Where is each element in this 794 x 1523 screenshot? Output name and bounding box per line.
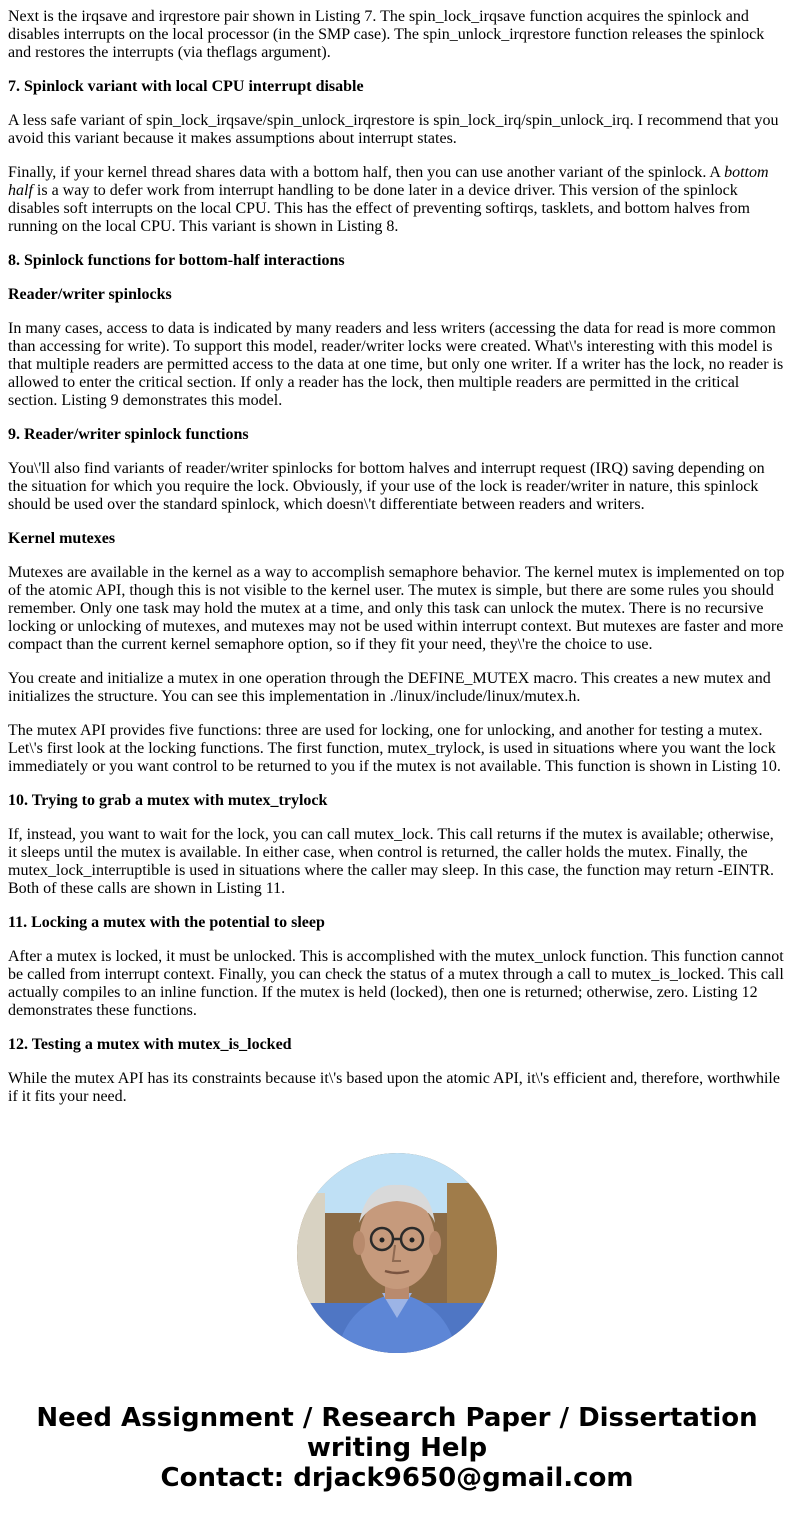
listing-heading: 7. Spinlock variant with local CPU interrupt disable — [8, 78, 364, 95]
paragraph: A less safe variant of spin_lock_irqsave/spin_unlock_irqrestore is spin_lock_irq/spin_unlock_irq. I recommend that you avoid this variant because it makes assumptions about interrupt states. — [8, 112, 779, 147]
author-portrait — [297, 1153, 497, 1353]
section-heading: Reader/writer spinlocks — [8, 286, 172, 303]
listing-heading: 8. Spinlock functions for bottom-half interactions — [8, 252, 345, 269]
paragraph: In many cases, access to data is indicated by many readers and less writers (accessing the data for read is more common than accessing for write). To support this model, reader/writer locks were created. What\'s interesting with this model is that multiple readers are permitted access to the data at one time, but only one writer. If a writer has the lock, no reader is allowed to enter the critical section. If only a reader has the lock, then multiple readers are permitted in the critical section. Listing 9 demonstrates this model. — [8, 320, 784, 409]
paragraph: After a mutex is locked, it must be unlocked. This is accomplished with the mutex_unlock function. This function cannot be called from interrupt context. Finally, you can check the status of a mutex through a call to mutex_is_locked. This call actually compiles to an inline function. If the mutex is held (locked), then one is returned; otherwise, zero. Listing 12 demonstrates these functions. — [8, 948, 784, 1019]
promo-banner — [0, 1403, 794, 1493]
listing-heading: 12. Testing a mutex with mutex_is_locked — [8, 1036, 292, 1053]
paragraph: You\'ll also find variants of reader/writer spinlocks for bottom halves and interrupt request (IRQ) saving depending on the situation for which you require the lock. Obviously, if your use of the lock is reader/writer in nature, this spinlock should be used over the standard spinlock, which doesn\'t differentiate between readers and writers. — [8, 460, 765, 513]
paragraph — [8, 164, 786, 236]
paragraph: If, instead, you want to wait for the lock, you can call mutex_lock. This call returns if the mutex is available; otherwise, it sleeps until the mutex is available. In either case, when control is returned, the caller holds the mutex. Finally, the mutex_lock_interruptible is used in situations where the caller may sleep. In this case, the function may return -EINTR. Both of these calls are shown in Listing 11. — [8, 826, 775, 897]
paragraph-text: is a way to defer work from interrupt handling to be done later in a device driver. This version of the spinlock disables soft interrupts on the local CPU. This has the effect of preventing softirqs, tasklets, and bottom halves from running on the local CPU. This variant is shown in Listing 8. — [8, 182, 750, 235]
paragraph: You create and initialize a mutex in one operation through the DEFINE_MUTEX macro. This creates a new mutex and initializes the structure. You can see this implementation in ./linux/include/linux/mutex.h. — [8, 670, 771, 705]
promo-subline: writing Help — [306, 1433, 488, 1463]
emphasis-term: bottom half — [8, 164, 769, 199]
promo-contact: Contact: drjack9650@gmail.com — [160, 1463, 634, 1493]
paragraph: The mutex API provides five functions: three are used for locking, one for unlocking, and another for testing a mutex. Let\'s first look at the locking functions. The first function, mutex_trylock, is used in situations where you want the lock immediately or you want control to be returned to you if the mutex is not available. This function is shown in Listing 10. — [8, 722, 781, 775]
listing-heading: 9. Reader/writer spinlock functions — [8, 426, 249, 443]
paragraph: Next is the irqsave and irqrestore pair shown in Listing 7. The spin_lock_irqsave function acquires the spinlock and disables interrupts on the local processor (in the SMP case). The spin_unlock_irqrestore function releases the spinlock and restores the interrupts (via theflags argument). — [8, 8, 765, 61]
listing-heading: 10. Trying to grab a mutex with mutex_trylock — [8, 792, 328, 809]
section-heading: Kernel mutexes — [8, 530, 116, 547]
paragraph: Mutexes are available in the kernel as a way to accomplish semaphore behavior. The kernel mutex is implemented on top of the atomic API, though this is not visible to the kernel user. The mutex is simple, but there are some rules you should remember. Only one task may hold the mutex at a time, and only this task can unlock the mutex. There is no recursive locking or unlocking of mutexes, and mutexes may not be used within interrupt context. But mutexes are faster and more compact than the current kernel semaphore option, so if they fit your need, they\'re the choice to use. — [8, 564, 785, 653]
paragraph-text: Finally, if your kernel thread shares data with a bottom half, then you can use another variant of the spinlock. A — [8, 164, 725, 181]
article-body — [8, 8, 786, 1122]
paragraph: While the mutex API has its constraints because it\'s based upon the atomic API, it\'s efficient and, therefore, worthwhile if it fits your need. — [8, 1070, 780, 1105]
promo-headline: Need Assignment / Research Paper / Dissertation — [36, 1403, 758, 1433]
listing-heading: 11. Locking a mutex with the potential to sleep — [8, 914, 325, 931]
